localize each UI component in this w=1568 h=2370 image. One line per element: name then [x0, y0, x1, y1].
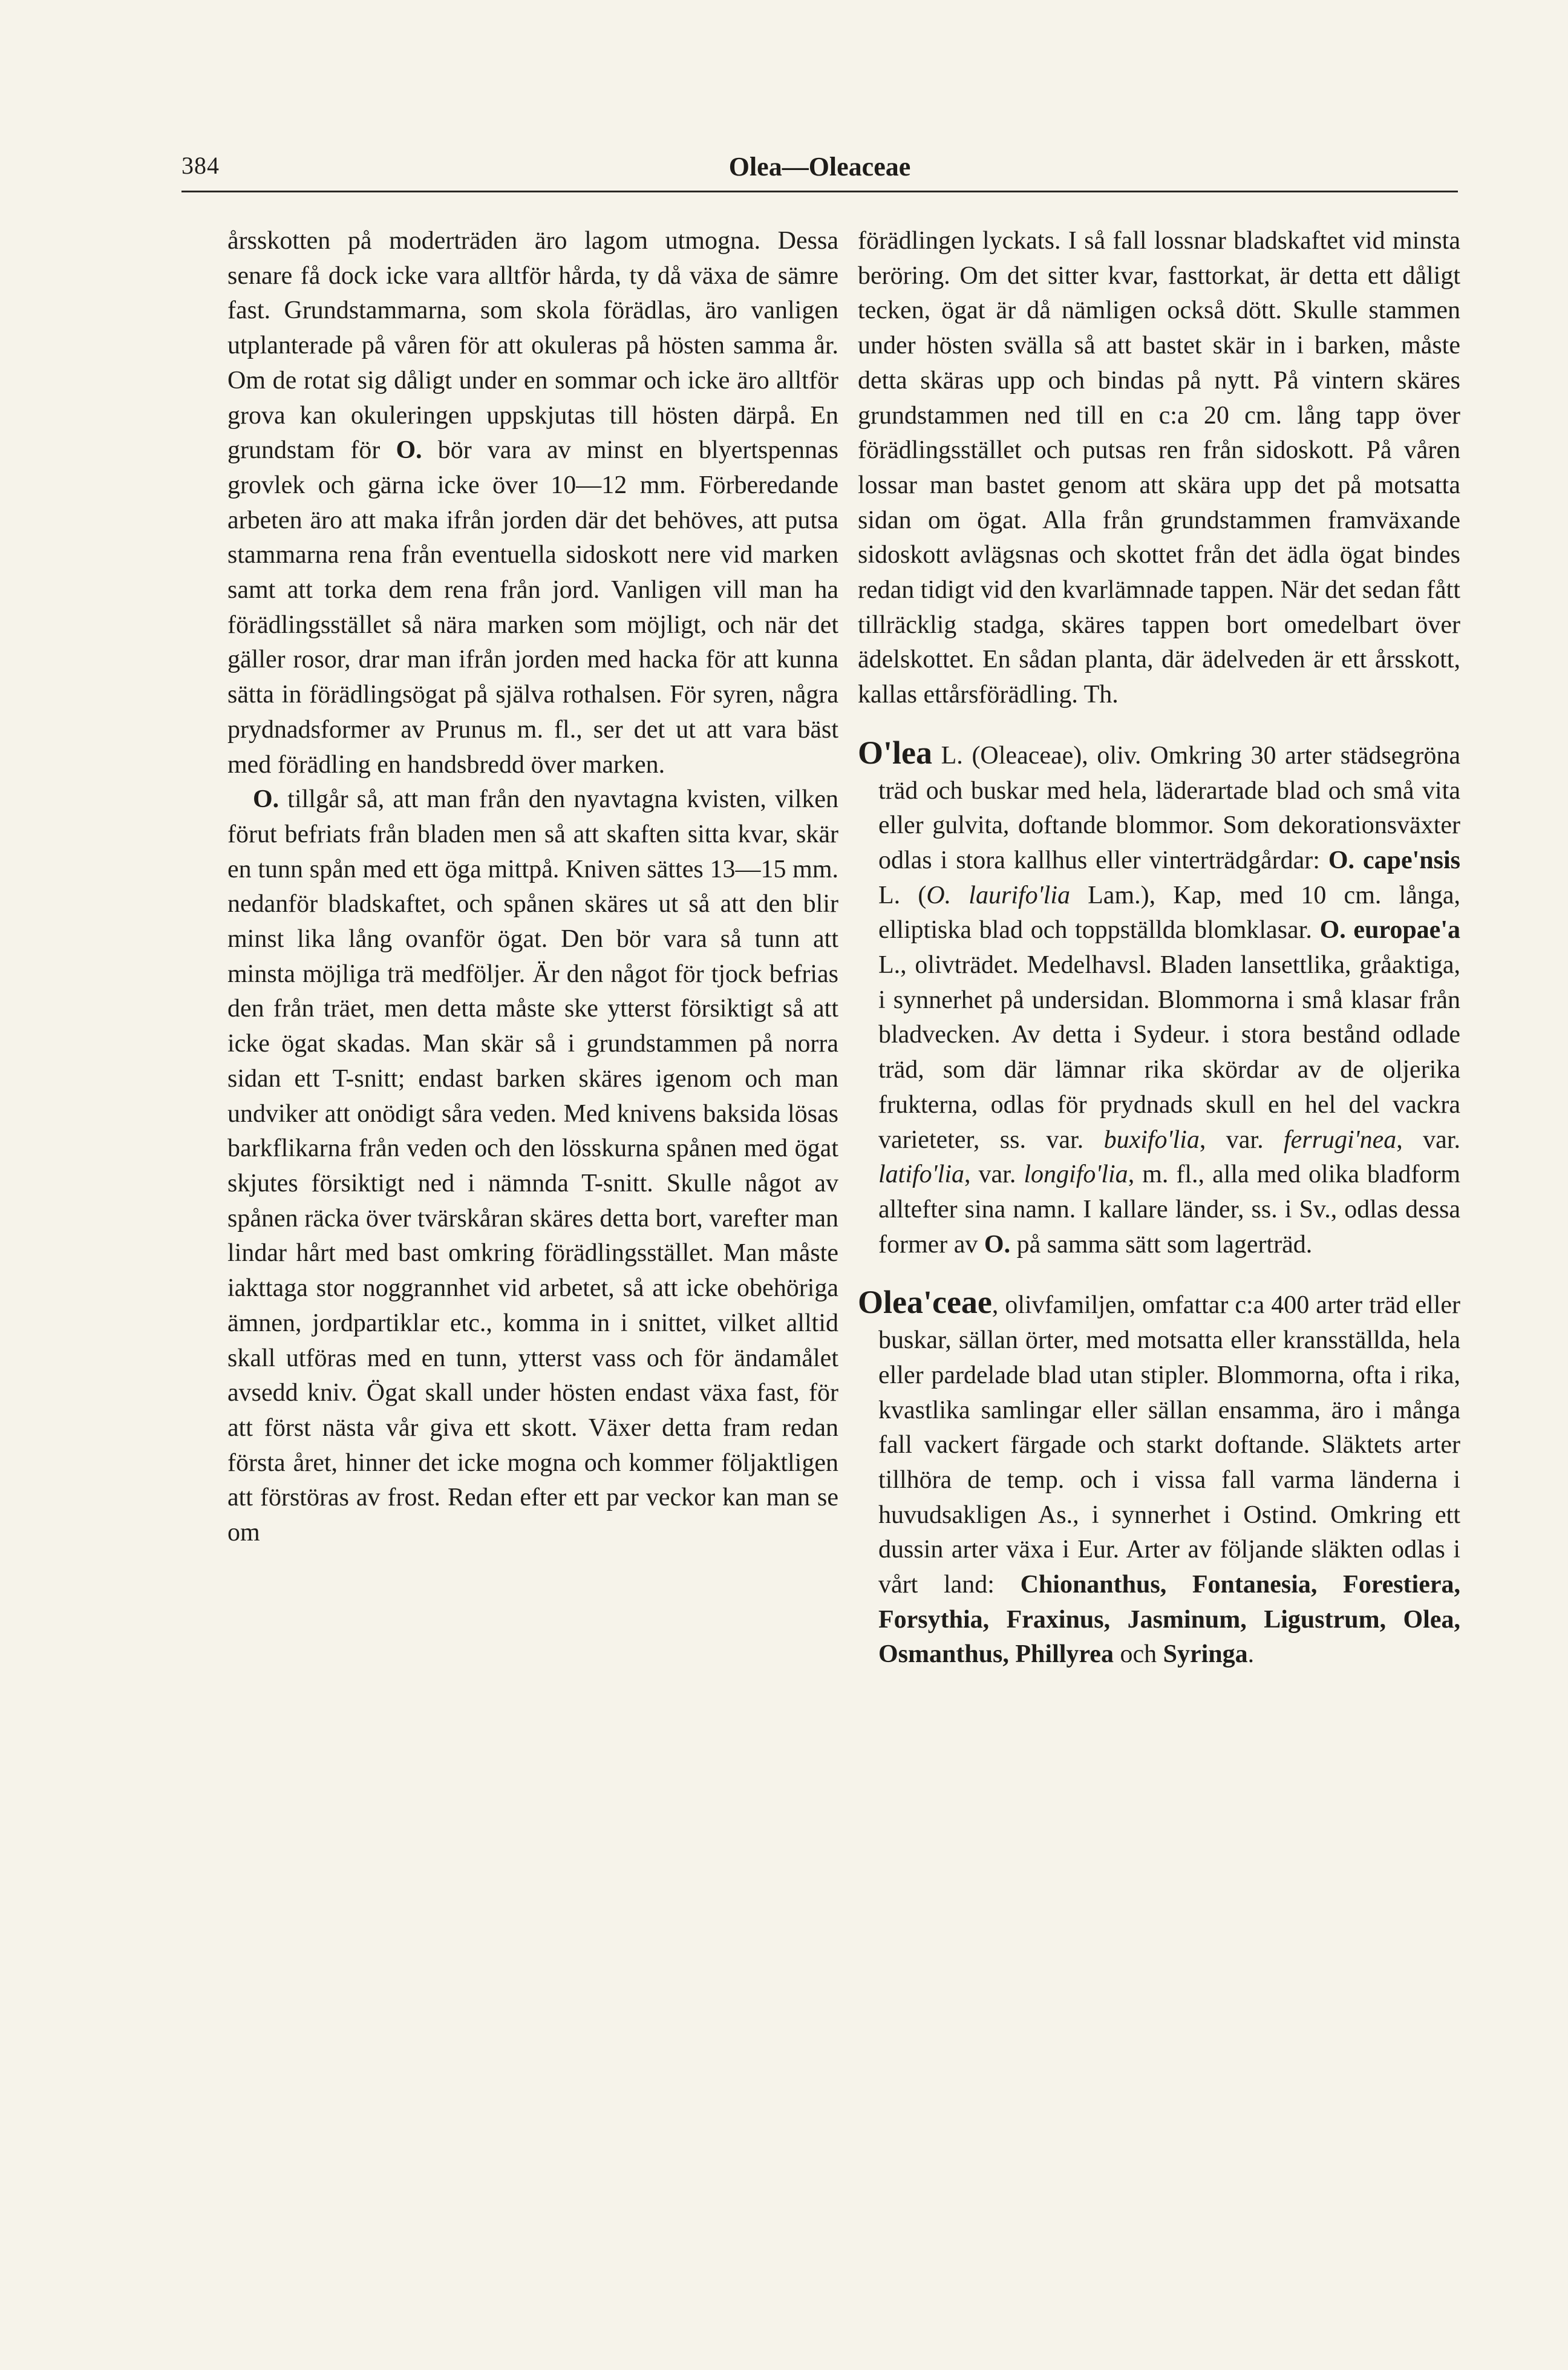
header-rule [181, 191, 1458, 192]
species-name: O. europae'a [1319, 916, 1460, 944]
variety-name: ferrugi'nea [1283, 1125, 1397, 1154]
genus-abbrev: O. [396, 436, 422, 465]
right-column [858, 224, 1460, 1672]
species-name: O. cape'nsis [1328, 846, 1460, 874]
text-run: , var. [1199, 1125, 1284, 1154]
synonym-name: O. laurifo'lia [926, 881, 1070, 909]
text-run: och [1113, 1640, 1163, 1669]
genus-abbrev: O. [253, 785, 279, 814]
entry-headword: Olea'ceae [858, 1284, 992, 1321]
text-run: L. ( [878, 881, 927, 909]
text-run: L., olivträdet. Medelhavsl. Bladen lansettlika, gråaktiga, i synnerhet på undersidan. Blommorna i små klasar från bladvecken. Av detta i Sydeur. i stora bestånd odlade träd, som där lämnar rika skördar av de oljerika frukterna, odlas för prydnads skull en hel del vackra varieteter, ss. var. [878, 951, 1460, 1154]
text-run: tillgår så, att man från den nyavtagna kvisten, vilken förut befriats från bladen men så att skaften sitta kvar, skär en tunn spån med ett öga mittpå. Kniven sättes 13—15 mm. nedanför bladskaftet, och spånen skäres ut så att den blir minst lika lång ovanför ögat. Den bör vara så tunn att minsta möjliga trä medföljer. Är den något för tjock befrias den från träet, men detta måste ske ytterst försiktigt så att icke ögat skadas. Man skär så i grundstammen på norra sidan ett T-snitt; endast barken skäres igenom och man undviker att onödigt såra veden. Med knivens baksida lösas barkflikarna från veden och den lösskurna spånen med ögat skjutes försiktigt ned i nämnda T-snitt. Skulle något av spånen räcka över tvärskåran skäres detta bort, varefter man lindar hårt med bast omkring förädlingsstället. Man måste iakttaga stor noggrannhet vid arbetet, så att icke obehöriga ämnen, jordpartiklar etc., komma in i snittet, vilket alltid skall utföras med en tunn, ytterst vass och för ändamålet avsedd kniv. Ögat skall under hösten endast växa fast, för att först nästa vår giva ett skott. Växer detta fram redan första året, hinner det icke mogna och kommer följaktligen att förstöras av frost. Redan efter ett par veckor kan man se om [227, 785, 838, 1547]
genera-list: Chionanthus, Fontanesia, Forestiera, Forsythia, Fraxinus, Jasminum, Ligustrum, Olea, Osmanthus, Phillyrea [878, 1571, 1460, 1669]
running-head: Olea—Oleaceae [728, 152, 911, 182]
text-run: , var. [1396, 1125, 1460, 1154]
text-run: L. (Oleaceae), oliv. Omkring 30 arter städsegröna träd och buskar med hela, läderartade blad och små vita eller gulvita, doftande blommor. Som dekorationsväxter odlas i stora kallhus eller vinterträdgårdar: [878, 741, 1460, 874]
genus-name: Syringa [1163, 1640, 1248, 1669]
variety-name: buxifo'lia [1103, 1125, 1200, 1154]
page-header [181, 151, 1458, 188]
left-column [227, 224, 838, 1551]
entry-olea [858, 736, 1460, 1263]
text-run: , m. fl., alla med olika bladform alltefter sina namn. I kallare länder, ss. i Sv., odlas dessa former av [878, 1160, 1461, 1259]
entry-headword: O'lea [858, 734, 932, 771]
variety-name: latifo'lia [878, 1160, 964, 1189]
text-run: på samma sätt som lagerträd. [1010, 1230, 1313, 1259]
text-run: , var. [964, 1160, 1024, 1189]
genus-abbrev: O. [984, 1230, 1011, 1259]
variety-name: longifo'lia [1024, 1160, 1128, 1189]
text-run: , olivfamiljen, omfattar c:a 400 arter träd eller buskar, sällan örter, med motsatta eller kransställda, hela eller pardelade blad utan stipler. Blommorna, ofta i rika, kvastlika samlingar eller sällan ensamma, äro i många fall vackert färgade och starkt doftande. Släktets arter tillhöra de temp. och i vissa fall varma länderna i huvudsakligen As., i synnerhet i Ostind. Omkring ett dussin arter växa i Eur. Arter av följande släkten odlas i vårt land: [878, 1291, 1460, 1599]
text-run: . [1247, 1640, 1255, 1669]
left-paragraph-1 [227, 224, 838, 782]
right-paragraph-1: förädlingen lyckats. I så fall lossnar bladskaftet vid minsta beröring. Om det sitter kvar, fasttorkat, är detta ett dåligt tecken, ögat är då nämligen också dött. Skulle stammen under hösten svälla så att bastet skär in i barken, måste detta skäras upp och bindas på nytt. På vintern skäres grundstammen ned till en c:a 20 cm. lång tapp över förädlingsstället och putsas ren från sidoskott. På våren lossar man bastet genom att skära upp det på motsatta sidan om ögat. Alla från grundstammen framväxande sidoskott avlägsnas och skottet från det ädla ögat bindes redan tidigt vid den kvarlämnade tappen. När det sedan fått tillräcklig stadga, skäres tappen bort omedelbart över ädelskottet. En sådan planta, där ädelveden är ett årsskott, kallas ettårsförädling. Th. [858, 227, 1460, 709]
text-run: årsskotten på moderträden äro lagom utmogna. Dessa senare få dock icke vara alltför hårda, ty då växa de sämre fast. Grundstammarna, som skola förädlas, äro vanligen utplanterade på våren för att okuleras på hösten samma år. Om de rotat sig dåligt under en sommar och icke äro alltför grova kan okuleringen uppskjutas till hösten därpå. En grundstam för [227, 227, 838, 465]
page-number: 384 [181, 152, 220, 179]
left-paragraph-2 [227, 782, 838, 1550]
text-run: Lam.), Kap, med 10 cm. långa, elliptiska blad och toppställda blomklasar. [878, 881, 1460, 944]
entry-oleaceae [858, 1285, 1460, 1672]
text-run: bör vara av minst en blyertspennas grovlek och gärna icke över 10—12 mm. Förberedande arbeten äro att maka ifrån jorden där det behöves, att putsa stammarna rena från eventuella sidoskott nere vid marken samt att torka dem rena från jord. Vanligen vill man ha förädlingsstället så nära marken som möjligt, och när det gäller rosor, drar man ifrån jorden med hacka för att kunna sätta in förädlingsögat på själva rothalsen. För syren, några prydnadsformer av Prunus m. fl., ser det ut att vara bäst med förädling en handsbredd över marken. [227, 436, 838, 779]
